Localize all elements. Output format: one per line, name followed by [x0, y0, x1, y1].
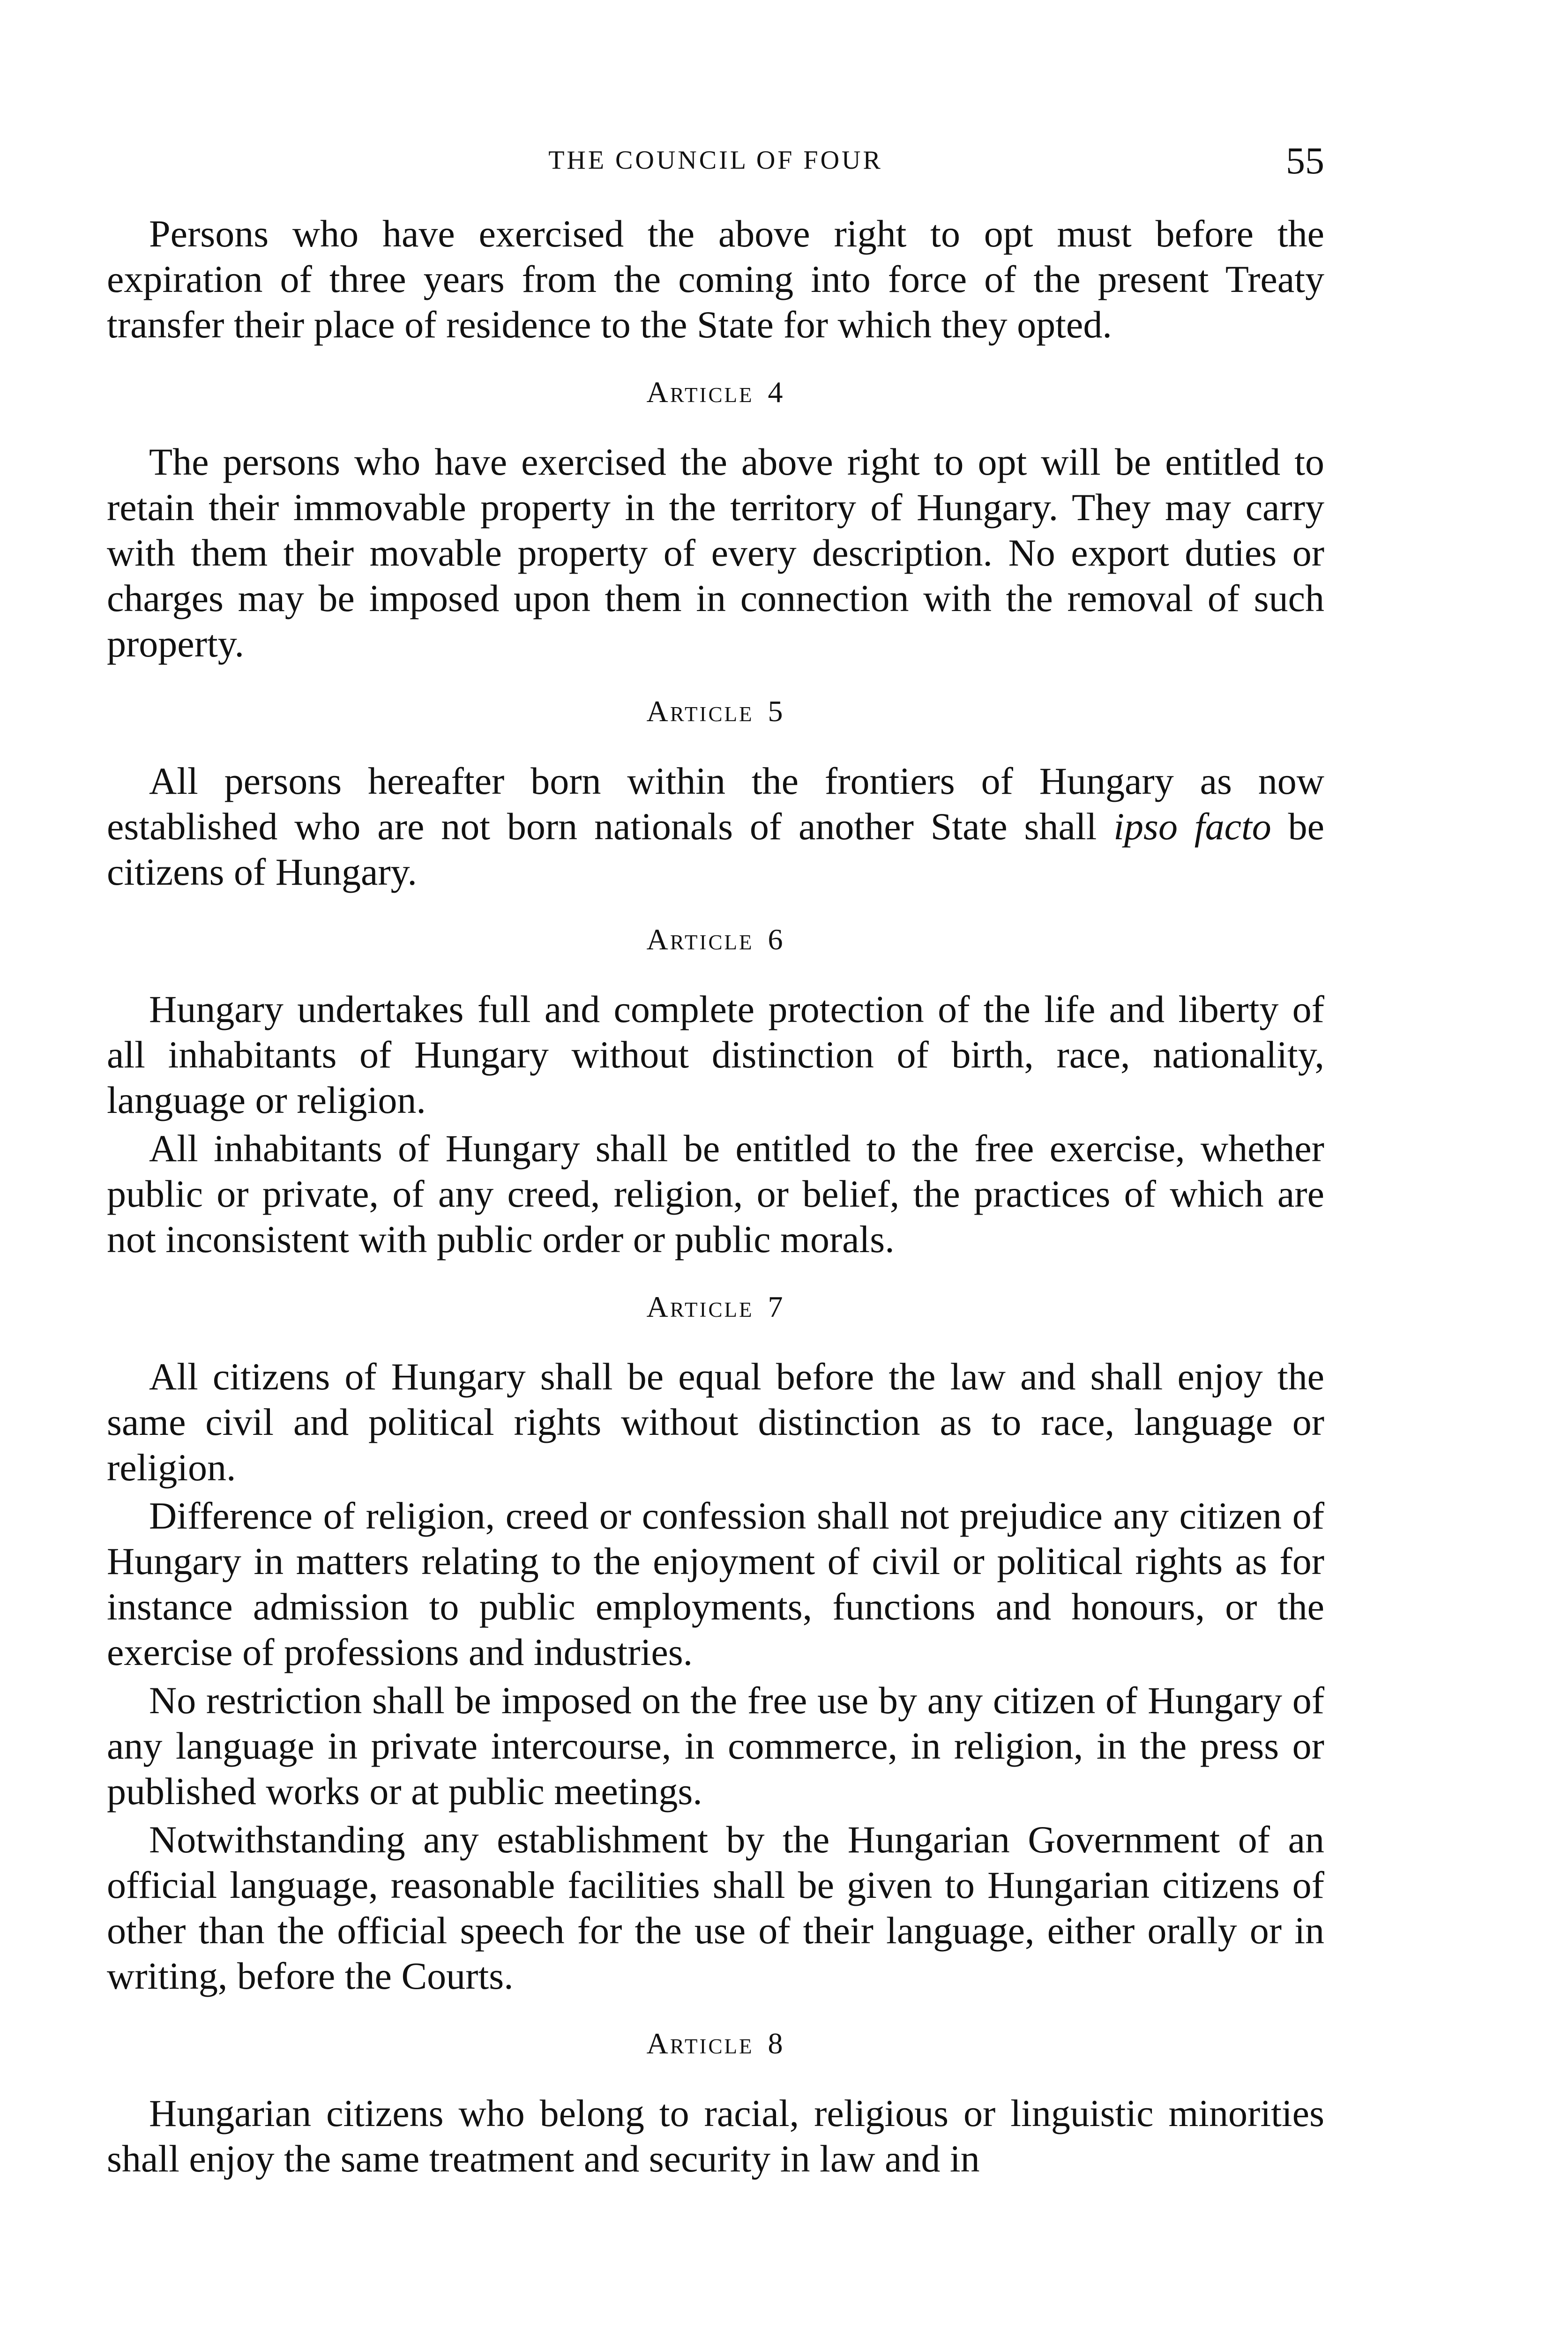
article-number: 6	[768, 923, 785, 956]
article-number: 7	[768, 1290, 785, 1323]
article-heading	[107, 1288, 1324, 1326]
paragraph: Persons who have exercised the above right to opt must before the expiration of three years from the coming into force of the present Treaty transfer their place of residence to the State for which they opted.	[107, 212, 1324, 346]
article-heading	[107, 921, 1324, 958]
article-heading	[107, 2025, 1324, 2062]
article-heading	[107, 373, 1324, 411]
article-number: 4	[768, 375, 785, 409]
article-label: Article	[646, 923, 754, 956]
paragraph: No restriction shall be imposed on the free use by any citizen of Hungary of any language in private intercourse, in commerce, in religion, in the press or published works or at public meetings.	[107, 1679, 1324, 1813]
paragraph-text: be citizens of Hungary.	[107, 805, 1325, 893]
document-page	[107, 141, 1324, 2184]
page-number: 55	[1286, 139, 1324, 182]
paragraph	[107, 758, 1324, 895]
paragraph-text: All persons hereafter born within the frontiers of Hungary as now established who are not born nationals of another State shall	[107, 760, 1324, 848]
article-label: Article	[646, 375, 754, 409]
paragraph: All inhabitants of Hungary shall be entitled to the free exercise, whether public or private, of any creed, religion, or belief, the practices of which are not inconsistent with public order or public morals.	[107, 1127, 1324, 1261]
article-number: 8	[768, 2027, 785, 2060]
paragraph: The persons who have exercised the above right to opt will be entitled to retain their immovable property in the territory of Hungary. They may carry with them their movable property of every description. No export duties or charges may be imposed upon them in connection with the removal of such property.	[107, 440, 1324, 665]
article-label: Article	[646, 694, 754, 728]
paragraph: Hungary undertakes full and complete protection of the life and liberty of all inhabitants of Hungary without distinction of birth, race, nationality, language or religion.	[107, 988, 1324, 1121]
paragraph: Hungarian citizens who belong to racial, religious or linguistic minorities shall enjoy the same treatment and security in law and in	[107, 2092, 1324, 2180]
paragraph: All citizens of Hungary shall be equal before the law and shall enjoy the same civil and political rights without distinction as to race, language or religion.	[107, 1355, 1324, 1489]
running-head	[107, 141, 1324, 192]
article-number: 5	[768, 694, 785, 728]
article-heading	[107, 693, 1324, 730]
paragraph: Difference of religion, creed or confession shall not prejudice any citizen of Hungary in matters relating to the enjoyment of civil or political rights as for instance admission to public employments, functions and honours, or the exercise of professions and industries.	[107, 1494, 1324, 1673]
running-title: THE COUNCIL OF FOUR	[548, 146, 883, 175]
paragraph: Notwithstanding any establishment by the Hungarian Government of an official language, reasonable facilities shall be given to Hungarian citizens of other than the official speech for the use of their language, either orally or in writing, before the Courts.	[107, 1818, 1324, 1997]
article-label: Article	[646, 1290, 754, 1323]
article-label: Article	[646, 2027, 754, 2060]
italic-phrase: ipso facto	[1113, 805, 1271, 848]
